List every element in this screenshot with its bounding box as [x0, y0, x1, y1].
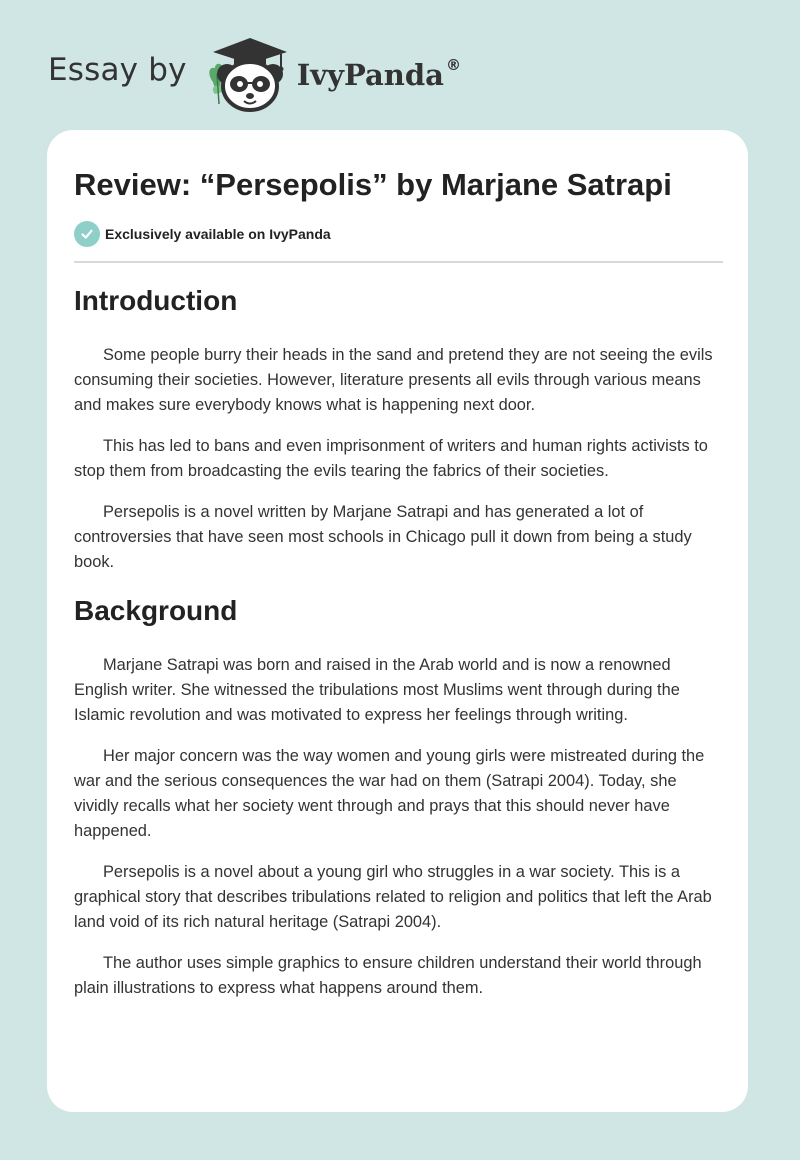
section-background — [74, 594, 724, 1001]
paragraph: Some people burry their heads in the sand and pretend they are not seeing the evils consuming their societies. However, literature presents all evils through various means and makes sure everybody knows what is happening next door. — [74, 346, 713, 414]
paragraph: Her major concern was the way women and young girls were mistreated during the war and the serious consequences the war had on them (Satrapi 2004). Today, she vividly recalls what her society went through and prays that this should never have happened. — [74, 747, 705, 840]
brand-header[interactable] — [48, 34, 461, 114]
panda-logo-icon — [201, 34, 291, 114]
section-heading: Background — [74, 595, 238, 626]
paragraph: Persepolis is a novel about a young girl who struggles in a war society. This is a graphical story that describes tribulations related to religion and politics that left the Arab land void of its rich natural heritage (Satrapi 2004). — [74, 863, 712, 931]
paragraph: Marjane Satrapi was born and raised in the Arab world and is now a renowned English writer. She witnessed the tribulations most Muslims went through during the Islamic revolution and was motivated to express her feelings through writing. — [74, 656, 680, 724]
brand-name: IvyPanda ® — [296, 56, 461, 92]
badge-label: Exclusively available on IvyPanda — [105, 226, 331, 242]
paragraph: This has led to bans and even imprisonment of writers and human rights activists to stop them from broadcasting the evils tearing the fabrics of their societies. — [74, 437, 708, 480]
brand-prefix: Essay by — [48, 52, 187, 88]
section-introduction — [74, 284, 724, 575]
paragraph: Persepolis is a novel written by Marjane Satrapi and has generated a lot of controversies that have seen most schools in Chicago pull it down from being a study book. — [74, 503, 692, 571]
exclusive-badge — [74, 221, 331, 247]
checkmark-icon — [74, 221, 100, 247]
section-heading: Introduction — [74, 285, 238, 316]
title-divider — [74, 261, 723, 263]
article-card — [47, 130, 748, 1112]
page-title: Review: “Persepolis” by Marjane Satrapi — [74, 167, 672, 202]
registered-mark: ® — [445, 56, 461, 75]
paragraph: The author uses simple graphics to ensure children understand their world through plain illustrations to express what happens around them. — [74, 954, 702, 997]
